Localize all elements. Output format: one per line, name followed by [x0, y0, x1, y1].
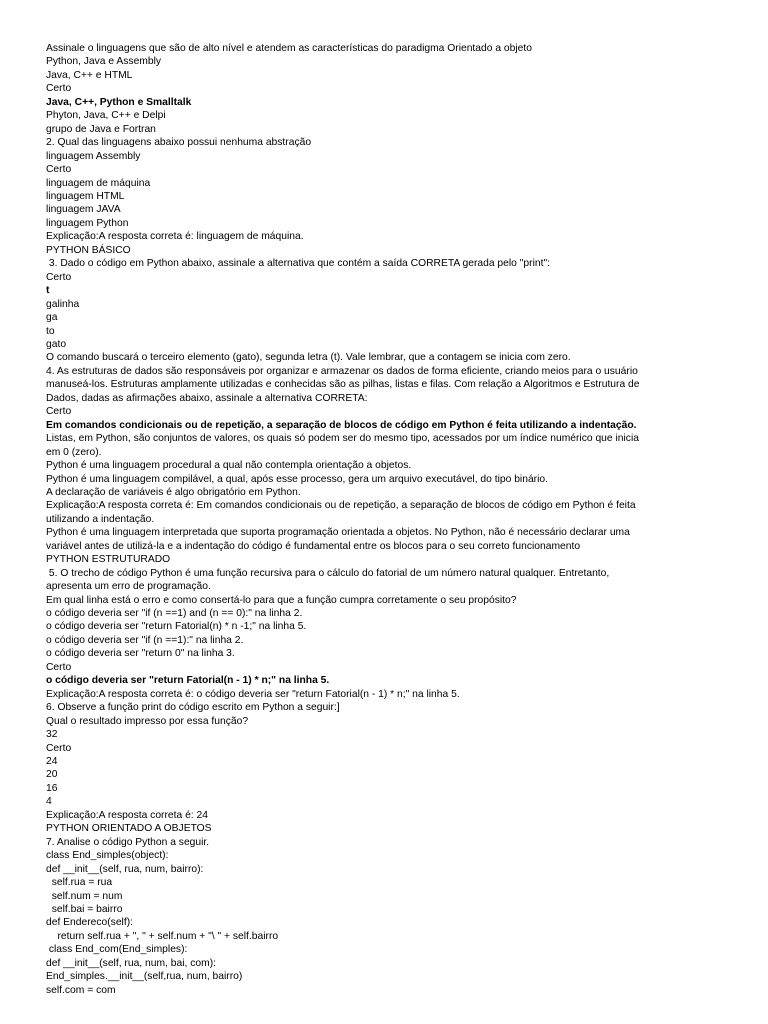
text-line: self.com = com: [46, 984, 116, 996]
text-line: PYTHON ESTRUTURADO: [46, 554, 171, 566]
text-line: PYTHON ORIENTADO A OBJETOS: [46, 823, 212, 835]
text-line: o código deveria ser "return Fatorial(n - 1) * n;" na linha 5.: [46, 675, 330, 687]
text-line: Assinale o linguagens que são de alto nível e atendem as características do paradigma Orientado a objeto: [46, 43, 532, 54]
text-line: Em comandos condicionais ou de repetição, a separação de blocos de código em Python é feita utilizando a indentação.: [46, 419, 637, 431]
text-line: self.num = num: [46, 890, 123, 902]
text-line: linguagem Assembly: [46, 150, 141, 162]
text-line: Explicação:A resposta correta é: 24: [46, 809, 208, 821]
text-line: def __init__(self, rua, num, bairro):: [46, 863, 204, 875]
text-line: self.rua = rua: [46, 877, 113, 889]
text-line: A declaração de variáveis é algo obrigatório em Python.: [46, 486, 301, 498]
text-line: gato: [46, 338, 67, 350]
text-line: 2. Qual das linguagens abaixo possui nenhuma abstração: [46, 137, 312, 149]
text-line: Certo: [46, 164, 72, 176]
text-line: 4: [46, 796, 52, 808]
text-line: return self.rua + ", " + self.num + "\ " + self.bairro: [46, 930, 279, 942]
text-line: linguagem Python: [46, 217, 129, 229]
text-line: Java, C++, Python e Smalltalk: [46, 96, 192, 108]
text-line: t: [46, 285, 50, 297]
text-line: Listas, em Python, são conjuntos de valores, os quais só podem ser do mesmo tipo, acessados por um índice numérico que inicia em 0 (zero).: [46, 433, 642, 458]
text-line: 24: [46, 756, 58, 768]
text-line: linguagem de máquina: [46, 177, 151, 189]
text-line: Explicação:A resposta correta é: linguagem de máquina.: [46, 231, 304, 243]
text-line: 3. Dado o código em Python abaixo, assinale a alternativa que contém a saída CORRETA gerada pelo "print":: [46, 258, 550, 270]
text-line: to: [46, 325, 55, 337]
text-line: o código deveria ser "if (n ==1):" na linha 2.: [46, 634, 244, 646]
text-line: def Endereco(self):: [46, 917, 133, 929]
text-line: self.bai = bairro: [46, 904, 123, 915]
text-line: class End_com(End_simples):: [46, 944, 188, 956]
text-line: o código deveria ser "if (n ==1) and (n == 0):" na linha 2.: [46, 608, 303, 620]
text-line: Java, C++ e HTML: [46, 69, 133, 81]
text-line: PYTHON BÁSICO: [46, 244, 131, 256]
text-line: 7. Analise o código Python a seguir.: [46, 836, 210, 848]
text-line: Python é uma linguagem compilável, a qual, após esse processo, gera um arquivo executável, do tipo binário.: [46, 473, 548, 485]
text-line: linguagem HTML: [46, 190, 125, 202]
text-line: Certo: [46, 661, 72, 673]
text-line: Em qual linha está o erro e como consertá-lo para que a função cumpra corretamente o seu propósito?: [46, 594, 517, 606]
text-line: Python é uma linguagem interpretada que suporta programação orientada a objetos. No Python, não é necessário declarar uma variável antes de utilizá-la e a indentação do código é fundamental entre os blocos para o seu correto funcionamento: [46, 527, 633, 552]
text-line: 6. Observe a função print do código escrito em Python a seguir:]: [46, 702, 340, 714]
text-line: class End_simples(object):: [46, 850, 169, 862]
text-line: 5. O trecho de código Python é uma função recursiva para o cálculo do fatorial de um número natural qualquer. Entretanto, apresenta um erro de programação.: [46, 567, 613, 593]
text-line: Certo: [46, 406, 72, 418]
text-line: O comando buscará o terceiro elemento (gato), segunda letra (t). Vale lembrar, que a contagem se inicia com zero.: [46, 352, 571, 364]
text-line: 16: [46, 782, 58, 794]
document-text: [46, 42, 656, 997]
text-line: 4. As estruturas de dados são responsáveis por organizar e armazenar os dados de forma eficiente, criando meios para o usuário manuseá-los. Estruturas amplamente utilizadas e conhecidas são as pilhas, listas e filas. Com relação a Algoritmos e Estrutura de Dados, dadas as afirmações abaixo, assinale a alternativa CORRETA:: [46, 365, 643, 404]
text-line: Explicação:A resposta correta é: o código deveria ser "return Fatorial(n - 1) * n;" na linha 5.: [46, 688, 460, 700]
text-line: 32: [46, 729, 58, 741]
text-line: grupo de Java e Fortran: [46, 123, 156, 135]
text-line: Python, Java e Assembly: [46, 56, 162, 68]
text-line: Qual o resultado impresso por essa função?: [46, 715, 249, 727]
text-line: Certo: [46, 271, 72, 283]
text-line: Python é uma linguagem procedural a qual não contempla orientação a objetos.: [46, 460, 412, 472]
text-line: Explicação:A resposta correta é: Em comandos condicionais ou de repetição, a separação de blocos de código em Python é feita utilizando a indentação.: [46, 500, 639, 525]
text-line: Certo: [46, 742, 72, 754]
text-line: Phyton, Java, C++ e Delpi: [46, 110, 166, 122]
text-line: linguagem JAVA: [46, 204, 121, 216]
text-line: End_simples.__init__(self,rua, num, bairro): [46, 971, 243, 983]
text-line: def __init__(self, rua, num, bai, com):: [46, 957, 216, 969]
text-line: o código deveria ser "return Fatorial(n) * n -1;" na linha 5.: [46, 621, 307, 633]
text-line: galinha: [46, 298, 80, 310]
text-line: 20: [46, 769, 58, 781]
text-line: o código deveria ser "return 0" na linha 3.: [46, 648, 235, 660]
text-line: ga: [46, 312, 58, 324]
text-line: Certo: [46, 83, 72, 95]
